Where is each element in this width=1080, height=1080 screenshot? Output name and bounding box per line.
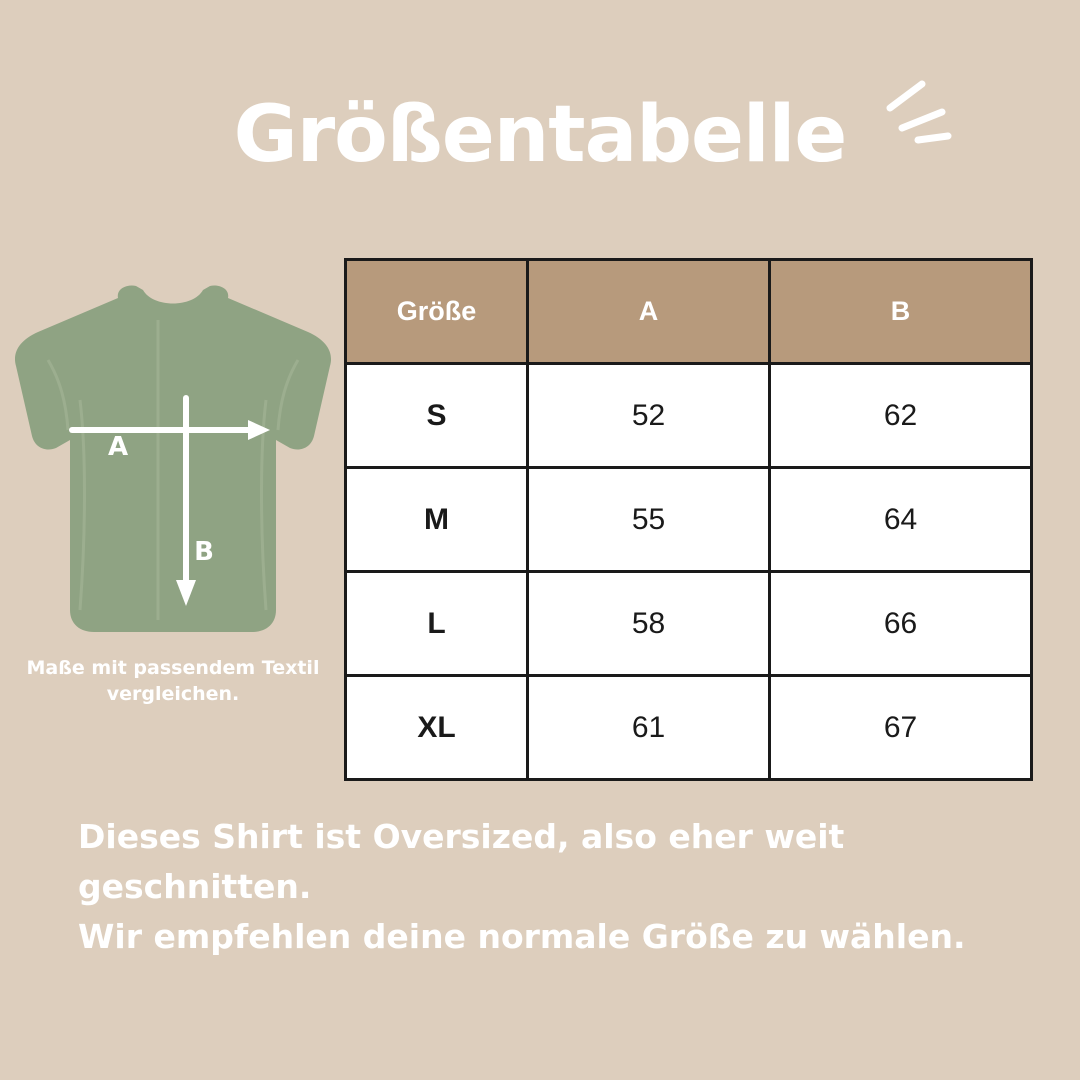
fit-note	[78, 812, 978, 962]
size-table-wrapper	[344, 258, 1030, 781]
page-title: Größentabelle	[233, 90, 847, 180]
cell-b: 67	[770, 676, 1032, 780]
tshirt-icon	[8, 280, 338, 650]
table-header-b: B	[770, 260, 1032, 364]
size-table	[344, 258, 1033, 781]
table-row	[346, 572, 1032, 676]
shirt-caption: Maße mit passendem Textil vergleichen.	[26, 657, 320, 705]
cell-a: 52	[528, 364, 770, 468]
cell-a: 58	[528, 572, 770, 676]
cell-size: M	[346, 468, 528, 572]
table-row	[346, 676, 1032, 780]
cell-size: L	[346, 572, 528, 676]
cell-size: S	[346, 364, 528, 468]
table-header-row	[346, 260, 1032, 364]
sparkle-icon	[880, 78, 960, 148]
measure-label-a: A	[107, 432, 129, 462]
fit-note-line-1: Dieses Shirt ist Oversized, also eher weit geschnitten.	[78, 817, 845, 907]
cell-a: 61	[528, 676, 770, 780]
cell-b: 64	[770, 468, 1032, 572]
table-row	[346, 364, 1032, 468]
fit-note-line-2: Wir empfehlen deine normale Größe zu wählen.	[78, 917, 966, 957]
cell-a: 55	[528, 468, 770, 572]
shirt-illustration-block	[8, 280, 338, 707]
measure-label-b: B	[194, 537, 214, 567]
table-header-size: Größe	[346, 260, 528, 364]
table-header-a: A	[528, 260, 770, 364]
table-row	[346, 468, 1032, 572]
cell-size: XL	[346, 676, 528, 780]
cell-b: 62	[770, 364, 1032, 468]
cell-b: 66	[770, 572, 1032, 676]
